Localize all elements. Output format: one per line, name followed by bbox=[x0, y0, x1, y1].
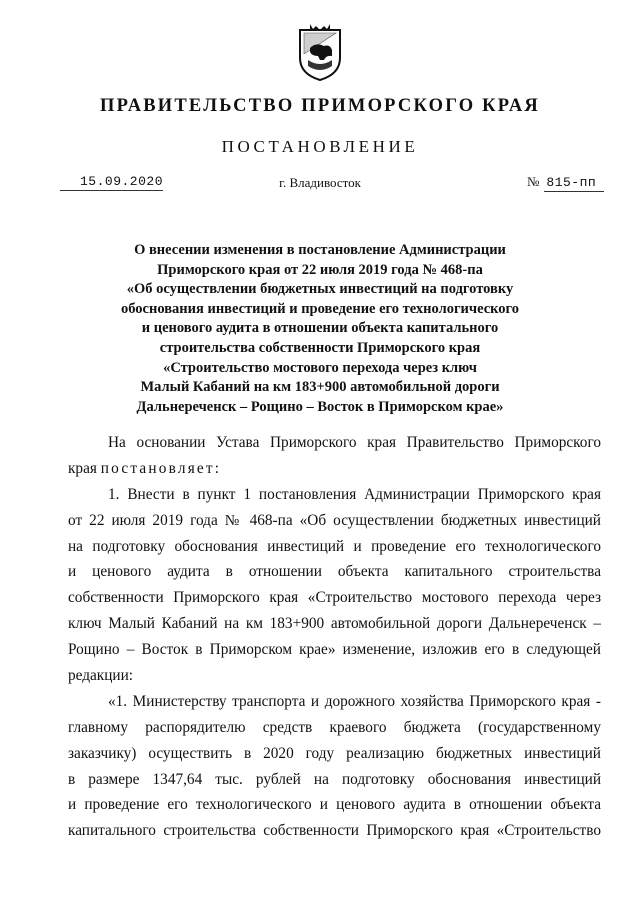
body-line: заказчику) осуществить в 2020 году реализацию бюджетных инвестиций bbox=[68, 744, 601, 762]
heading-line: строительства собственности Приморского края bbox=[159, 339, 481, 356]
heading-line: и ценового аудита в отношении объекта капитального bbox=[141, 320, 499, 337]
heading-line: «Строительство мостового перехода через ключ bbox=[163, 359, 477, 376]
heading-line: Малый Кабаний на км 183+900 автомобильной дороги bbox=[140, 379, 500, 396]
paragraph-preamble bbox=[68, 430, 601, 482]
heading-line: О внесении изменения в постановление Администрации bbox=[134, 242, 506, 258]
document-number: 815-пп bbox=[544, 175, 604, 192]
heading-line: обоснования инвестиций и проведение его технологического bbox=[120, 300, 520, 317]
body-line: от 22 июля 2019 года № 468-па «Об осуществлении бюджетных инвестиций bbox=[68, 511, 601, 529]
heading-line: Приморского края от 22 июля 2019 года № 468-па bbox=[157, 261, 483, 278]
document-heading bbox=[80, 241, 560, 417]
body-line: ключ Малый Кабаний на км 183+900 автомобильной дороги Дальнереченск – bbox=[68, 615, 601, 633]
body-word: края bbox=[68, 459, 97, 477]
body-line: и проведение его технологического и ценового аудита в отношении объекта bbox=[68, 796, 601, 814]
body-line: и ценового аудита в отношении объекта капитального строительства bbox=[68, 563, 601, 581]
document-city: г. Владивосток bbox=[279, 175, 361, 190]
body-line: На основании Устава Приморского края Правительство Приморского bbox=[108, 434, 601, 451]
document-type: ПОСТАНОВЛЕНИЕ bbox=[221, 137, 419, 156]
body-word-spaced: постановляет: bbox=[100, 459, 222, 477]
body-line: капитального строительства собственности Приморского края «Строительство bbox=[68, 822, 601, 840]
body-line: Рощино – Восток в Приморском крае» изменение, изложив его в следующей bbox=[68, 641, 601, 659]
heading-line: Дальнереченск – Рощино – Восток в Приморском крае» bbox=[136, 398, 504, 415]
body-line: главному распорядителю средств краевого бюджета (государственному bbox=[68, 718, 601, 736]
body-line: в размере 1347,64 тыс. рублей на подготовку обоснования инвестиций bbox=[68, 770, 601, 788]
body-line: «1. Министерству транспорта и дорожного хозяйства Приморского края - bbox=[108, 692, 601, 710]
body-line: 1. Внести в пункт 1 постановления Администрации Приморского края bbox=[108, 485, 601, 503]
document-body bbox=[68, 430, 601, 844]
number-sign: № bbox=[527, 174, 540, 189]
paragraph-quoted bbox=[68, 689, 601, 844]
heading-line: «Об осуществлении бюджетных инвестиций на подготовку bbox=[126, 281, 514, 298]
document-date: 15.09.2020 bbox=[60, 174, 163, 191]
body-line bbox=[68, 456, 601, 482]
coat-of-arms-icon bbox=[296, 22, 344, 82]
body-line: на подготовку обоснования инвестиций и проведение его технологического bbox=[68, 537, 601, 555]
government-title: ПРАВИТЕЛЬСТВО ПРИМОРСКОГО КРАЯ bbox=[99, 96, 540, 116]
document-number-block bbox=[527, 174, 604, 190]
paragraph-item-1 bbox=[68, 482, 601, 689]
body-line: собственности Приморского края «Строительство мостового перехода через bbox=[68, 589, 601, 607]
body-line: редакции: bbox=[68, 667, 134, 685]
